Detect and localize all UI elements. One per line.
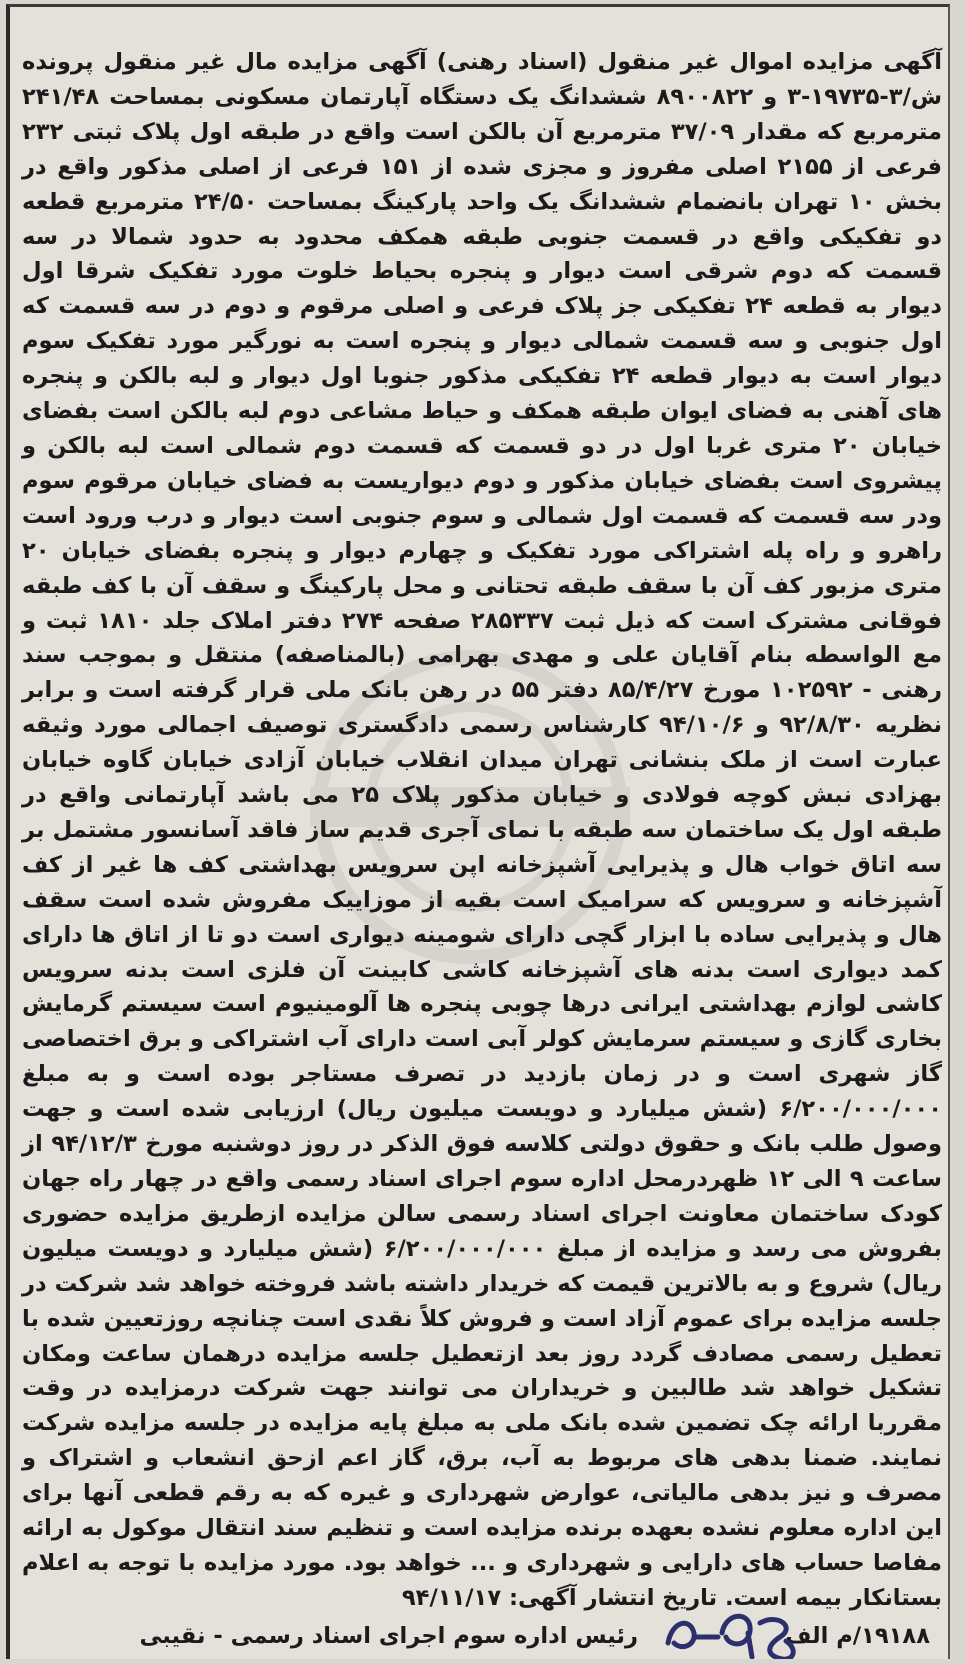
newspaper-clipping: [6, 4, 950, 1659]
notice-code: ۱۹۱۸۸/م الف: [785, 1623, 930, 1649]
notice-footer: [24, 1619, 938, 1659]
notice-signer: رئیس اداره سوم اجرای اسناد رسمی - نقیبی: [139, 1623, 638, 1649]
handwritten-number: [660, 1603, 800, 1659]
auction-notice-text: آگهی مزایده اموال غیر منقول (اسناد رهنی) آگهی مزایده مال غیر منقول پرونده ش/۳-۱۹۷۳۵-۳ و ۸۹۰۰۸۲۲ ششدانگ یک دستگاه آپارتمان مسکونی بمساحت ۲۴۱/۴۸ مترمربع که مقدار ۳۷/۰۹ مترمربع آن بالکن است واقع در طبقه اول پلاک ثبتی ۲۳۲ فرعی از ۲۱۵۵ اصلی مفروز و مجزی شده از ۱۵۱ فرعی از اصلی مذکور واقع در بخش ۱۰ تهران بانضمام ششدانگ یک واحد پارکینگ بمساحت ۲۴/۵۰ مترمربع قطعه دو تفکیکی واقع در قسمت جنوبی طبقه همکف محدود به حدود شمالا در سه قسمت که دوم شرقی است دیوار و پنجره بحیاط خلوت مورد تفکیک شرقا اول دیوار به قطعه ۲۴ تفکیکی جز پلاک فرعی و اصلی مرقوم و دوم در سه قسمت که اول جنوبی و سه قسمت شمالی دیوار و پنجره است به نورگیر مورد تفکیک سوم دیوار است به دیوار قطعه ۲۴ تفکیکی مذکور جنوبا اول دیوار و لبه بالکن و پنجره های آهنی به فضای ایوان طبقه همکف و حیاط مشاعی دوم لبه بالکن است بفضای خیابان ۲۰ متری غربا اول در دو قسمت که قسمت دوم شمالی است لبه بالکن و پیشروی است بفضای خیابان مذکور و دوم دیواریست به فضای خیابان مرقوم سوم ودر سه قسمت که قسمت اول شمالی و سوم جنوبی است دیوار و درب ورود است راهرو و راه پله اشتراکی مورد تفکیک و چهارم دیوار و پنجره بفضای خیابان ۲۰ متری مزبور کف آن با سقف طبقه تحتانی و محل پارکینگ و سقف آن با کف طبقه فوقانی مشترک است که ذیل ثبت ۲۸۵۳۳۷ صفحه ۲۷۴ دفتر املاک جلد ۱۸۱۰ ثبت و مع الواسطه بنام آقایان علی و مهدی بهرامی (بالمناصفه) منتقل و بموجب سند رهنی - ۱۰۲۵۹۲ مورخ ۸۵/۴/۲۷ دفتر ۵۵ در رهن بانک ملی قرار گرفته است و برابر نظریه ۹۲/۸/۳۰ و ۹۴/۱۰/۶ کارشناس رسمی دادگستری توصیف اجمالی مورد وثیقه عبارت است از ملک بنشانی تهران میدان انقلاب خیابان آزادی خیابان گاوه خیابان بهزادی نبش کوچه فولادی و خیابان مذکور پلاک ۲۵ می باشد آپارتمانی واقع در طبقه اول یک ساختمان سه طبقه با نمای آجری قدیم ساز فاقد آسانسور مشتمل بر سه اتاق خواب هال و پذیرایی آشپزخانه اپن سرویس بهداشتی کف ها غیر از کف آشپزخانه و سرویس که سرامیک است بقیه از موزاییک مفروش شده است سقف هال و پذیرایی ساده با ابزار گچی دارای شومینه دیواری است دو تا از اتاق ها دارای کمد دیواری است بدنه های آشپزخانه کاشی کابینت آن فلزی است بدنه سرویس کاشی لوازم بهداشتی ایرانی درها چوبی پنجره ها آلومینیوم است سیستم گرمایش بخاری گازی و سیستم سرمایش کولر آبی است دارای آب اشتراکی و برق اختصاصی گاز شهری است و در زمان بازدید در تصرف مستاجر بوده است و به مبلغ ۶/۲۰۰/۰۰۰/۰۰۰ (شش میلیارد و دویست میلیون ریال) ارزیابی شده است و جهت وصول طلب بانک و حقوق دولتی کلاسه فوق الذکر در روز دوشنبه مورخ ۹۴/۱۲/۳ از ساعت ۹ الی ۱۲ ظهردرمحل اداره سوم اجرای اسناد رسمی واقع در چهار راه جهان کودک ساختمان معاونت اجرای اسناد رسمی سالن مزایده ازطریق مزایده حضوری بفروش می رسد و مزایده از مبلغ ۶/۲۰۰/۰۰۰/۰۰۰ (شش میلیارد و دویست میلیون ریال) شروع و به بالاترین قیمت که خریدار داشته باشد فروخته خواهد شد شرکت در جلسه مزایده برای عموم آزاد است و فروش کلاً نقدی است چنانچه روزتعیین شده با تعطیل رسمی مصادف گردد روز بعد ازتعطیل جلسه مزایده درهمان ساعت ومکان تشکیل خواهد شد طالبین و خریداران می توانند جهت شرکت درمزایده در وقت مقرربا ارائه چک تضمین شده بانک ملی به مبلغ پایه مزایده در جلسه مزایده شرکت نمایند. ضمنا بدهی های مربوط به آب، برق، گاز اعم ازحق انشعاب و اشتراک و مصرف و نیز بدهی مالیاتی، عوارض شهرداری و غیره که به رقم قطعی آنها برای این اداره معلوم نشده بعهده برنده مزایده است و تنظیم سند انتقال موکول به ارائه مفاصا حساب های دارایی و شهرداری و ... خواهد بود. مورد مزایده با توجه به اعلام بستانکار بیمه است. تاریخ انتشار آگهی: ۹۴/۱۱/۱۷: [22, 49, 943, 1611]
